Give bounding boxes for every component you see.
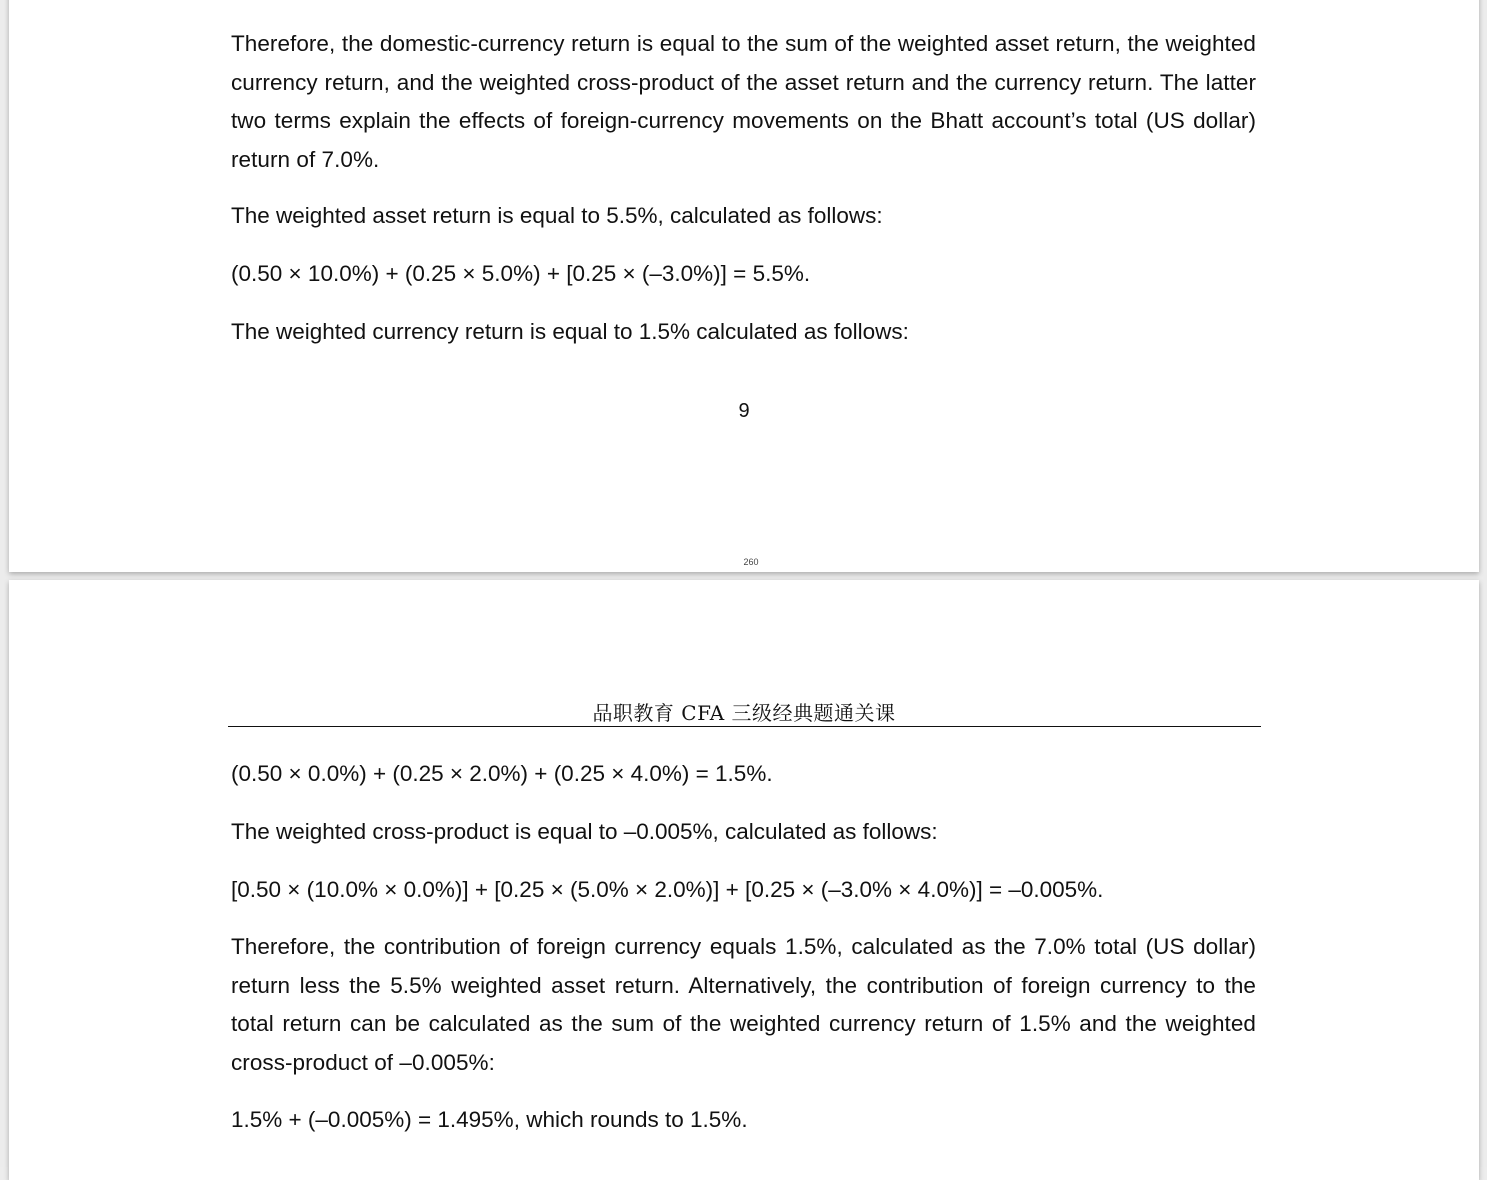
- formula-total-contribution: 1.5% + (–0.005%) = 1.495%, which rounds to 1.5%.: [231, 1107, 748, 1132]
- document-page-bottom: [9, 580, 1479, 1180]
- page-number: 9: [738, 400, 750, 422]
- formula-weighted-cross-product: [0.50 × (10.0% × 0.0%)] + [0.25 × (5.0% × 2.0%)] + [0.25 × (–3.0% × 4.0%)] = –0.005%.: [231, 877, 1104, 902]
- paragraph-foreign-currency-contribution: Therefore, the contribution of foreign currency equals 1.5%, calculated as the 7.0% total (US dollar) return less the 5.5% weighted asset return. Alternatively, the contribution of foreign currency to the total return can be calculated as the sum of the weighted currency return of 1.5% and the weighted cross-product of –0.005%:: [231, 934, 1256, 1075]
- paragraph-weighted-currency-return: The weighted currency return is equal to 1.5% calculated as follows:: [231, 319, 909, 344]
- page-header-title: 品职教育 CFA 三级经典题通关课: [592, 701, 896, 725]
- paragraph-domestic-currency-return: Therefore, the domestic-currency return is equal to the sum of the weighted asset return, the weighted currency return, and the weighted cross-product of the asset return and the currency return. The latter two terms explain the effects of foreign-currency movements on the Bhatt account’s total (US dollar) return of 7.0%.: [231, 31, 1256, 172]
- document-page-top: [9, 0, 1479, 572]
- formula-weighted-currency-return: (0.50 × 0.0%) + (0.25 × 2.0%) + (0.25 × 4.0%) = 1.5%.: [231, 761, 773, 786]
- formula-weighted-asset-return: (0.50 × 10.0%) + (0.25 × 5.0%) + [0.25 × (–3.0%)] = 5.5%.: [231, 261, 811, 286]
- footer-number: 260: [743, 557, 759, 567]
- paragraph-weighted-asset-return: The weighted asset return is equal to 5.5%, calculated as follows:: [231, 203, 883, 228]
- header-rule: [228, 726, 1261, 727]
- paragraph-weighted-cross-product: The weighted cross-product is equal to –0.005%, calculated as follows:: [231, 819, 938, 844]
